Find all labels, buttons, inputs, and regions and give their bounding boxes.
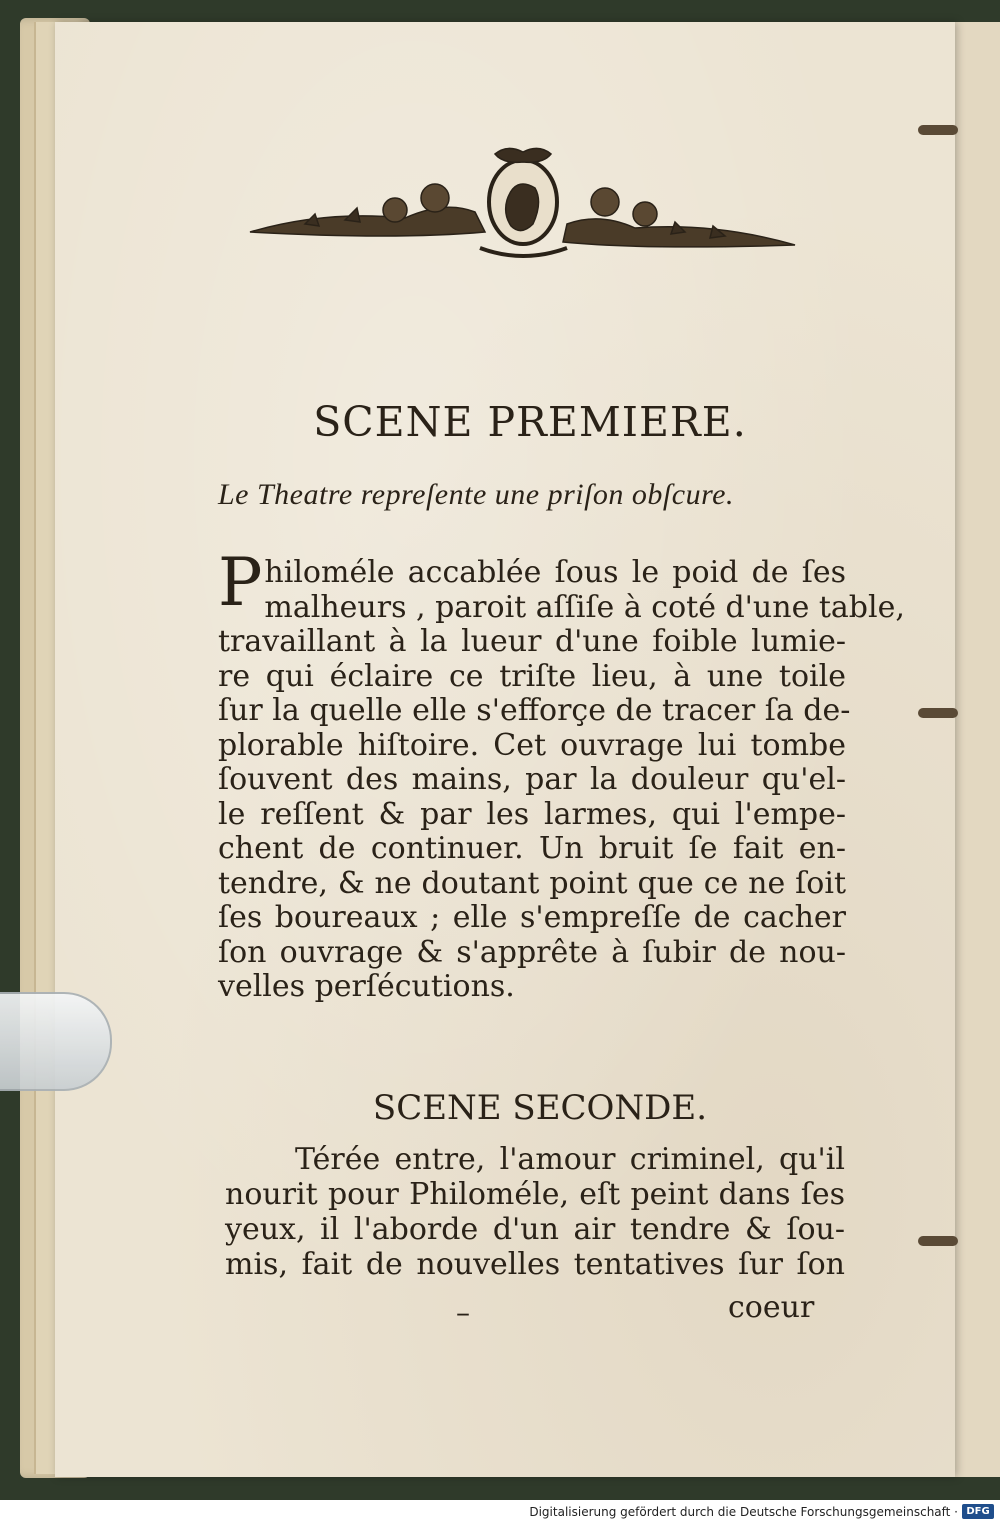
text-line: yeux, il l'aborde d'un air tendre & ſou-	[225, 1212, 845, 1247]
dfg-logo-icon: DFG	[962, 1504, 994, 1519]
binding-thread-middle	[918, 708, 958, 718]
text-line: travaillant à la lueur d'une foible lumie-	[218, 624, 846, 659]
scene-two-paragraph	[225, 1142, 845, 1282]
text-line: plorable hiſtoire. Cet ouvrage lui tombe	[218, 727, 846, 763]
binding-thread-bottom	[918, 1236, 958, 1246]
binding-thread-top	[918, 125, 958, 135]
text-line: ſur la quelle elle s'efforçe de tracer ſa de-	[218, 693, 851, 728]
text-line: tendre, & ne doutant point que ce ne ſoit	[218, 865, 846, 901]
page-clip	[0, 992, 112, 1091]
funding-notice: Digitalisierung gefördert durch die Deutsche Forschungsgemeinschaft ·	[529, 1505, 958, 1519]
scene-seconde-heading: SCENE SECONDE.	[372, 1088, 708, 1128]
scene-one-paragraph	[218, 544, 905, 1005]
stage-direction-subtitle: Le Theatre repreſente une priſon obſcure.	[218, 478, 734, 511]
text-line: ſes boureaux ; elle s'empreſſe de cacher	[218, 900, 846, 935]
text-line: chent de continuer. Un bruit ſe fait en-	[218, 831, 846, 866]
text-line: hiloméle accablée ſous le poid de ſes	[264, 555, 846, 590]
text-line: ſouvent des mains, par la douleur qu'el-	[218, 762, 846, 797]
signature-mark: –	[456, 1296, 470, 1329]
text-line: nourit pour Philoméle, eſt peint dans ſes	[225, 1177, 845, 1212]
text-line: mis, fait de nouvelles tentatives ſur ſon	[225, 1247, 845, 1282]
text-line: Térée entre, l'amour criminel, qu'il	[295, 1142, 845, 1177]
text-line: velles perſécutions.	[218, 969, 515, 1004]
footer-bar	[0, 1500, 1000, 1524]
text-line: ſon ouvrage & s'apprête à ſubir de nou-	[218, 934, 846, 970]
text-line: re qui éclaire ce triſte lieu, à une toile	[218, 658, 846, 694]
catchword: coeur	[728, 1290, 815, 1325]
wreath-cartouche-ornament-icon	[245, 140, 800, 270]
text-line: malheurs , paroit aſſiſe à coté d'une table,	[264, 589, 905, 625]
drop-cap: P	[218, 544, 263, 621]
scene-premiere-heading: SCENE PREMIERE.	[313, 398, 747, 446]
text-line: le reſſent & par les larmes, qui l'empe-	[218, 796, 846, 832]
